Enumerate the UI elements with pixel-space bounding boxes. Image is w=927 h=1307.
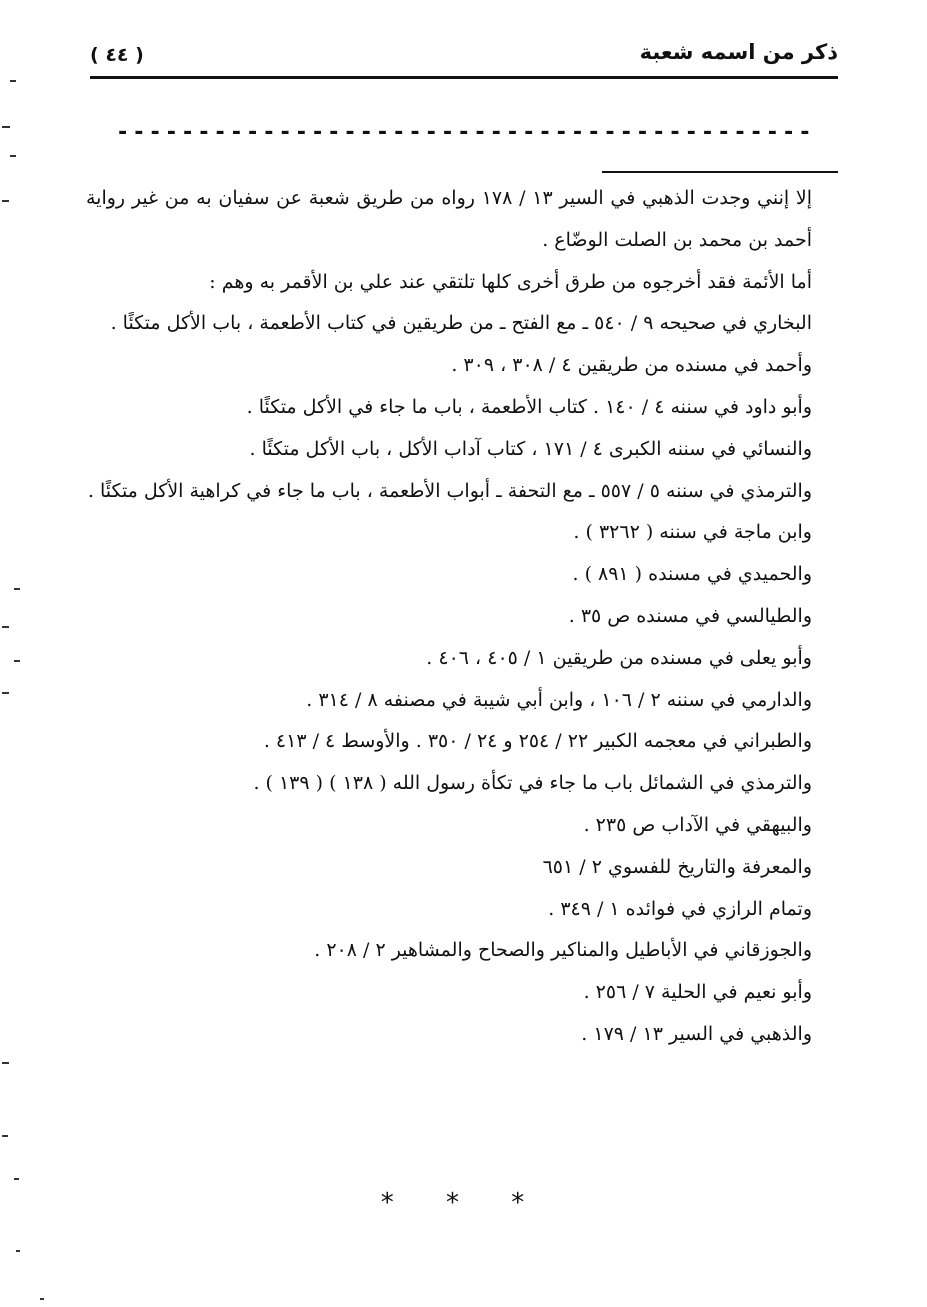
chapter-title: ذكر من اسمه شعبة: [639, 40, 838, 64]
scan-speck: [10, 155, 16, 157]
scan-speck: [2, 200, 9, 202]
scan-speck: [14, 660, 20, 662]
scan-speck: [2, 126, 10, 128]
scan-speck: [14, 1178, 19, 1180]
scan-speck: [14, 588, 20, 590]
scan-speck: [2, 1062, 9, 1064]
header-rule: [90, 76, 838, 79]
section-end-ornament: * * *: [380, 1188, 547, 1218]
scan-speck: [16, 1250, 20, 1252]
paragraph: إلا إنني وجدت الذهبي في السير ١٣ / ١٧٨ رواه من طريق شعبة عن سفيان به من غير رواية أحمد بن محمد بن الصلت الوضّاع .: [86, 187, 813, 251]
paragraph: البخاري في صحيحه ٩ / ٥٤٠ ـ مع الفتح ـ من طريقين في كتاب الأطعمة ، باب الأكل متكئًا .: [110, 312, 812, 335]
paragraph: أما الأئمة فقد أخرجوه من طرق أخرى كلها تلتقي عند علي بن الأقمر به وهم :: [209, 270, 812, 293]
footnote-rule: [602, 171, 838, 173]
page-number: ( ٤٤ ): [90, 44, 144, 66]
paragraph: وابن ماجة في سننه ( ٣٢٦٢ ) .: [573, 521, 812, 544]
scan-speck: [2, 1135, 8, 1137]
paragraph: والترمذي في الشمائل باب ما جاء في تكأة رسول الله ( ١٣٨ ) ( ١٣٩ ) .: [253, 772, 812, 795]
paragraph: والترمذي في سننه ٥ / ٥٥٧ ـ مع التحفة ـ أبواب الأطعمة ، باب ما جاء في كراهية الأكل متكئًا .: [87, 479, 812, 502]
paragraph: والطيالسي في مسنده ص ٣٥ .: [568, 604, 812, 627]
scan-speck: [2, 626, 9, 628]
dashed-separator: -------------------------------------------: [116, 120, 815, 145]
paragraph: وتمام الرازي في فوائده ١ / ٣٤٩ .: [548, 897, 812, 920]
scan-speck: [10, 80, 16, 82]
paragraph: والدارمي في سننه ٢ / ١٠٦ ، وابن أبي شيبة في مصنفه ٨ / ٣١٤ .: [306, 688, 812, 711]
paragraph: وأبو نعيم في الحلية ٧ / ٢٥٦ .: [583, 981, 812, 1004]
paragraph: وأبو داود في سننه ٤ / ١٤٠ . كتاب الأطعمة ، باب ما جاء في الأكل متكئًا .: [246, 395, 812, 418]
running-header: [90, 36, 838, 76]
body-text: [86, 178, 812, 1056]
paragraph: والبيهقي في الآداب ص ٢٣٥ .: [583, 813, 812, 836]
paragraph: والذهبي في السير ١٣ / ١٧٩ .: [581, 1022, 812, 1045]
paragraph: والنسائي في سننه الكبرى ٤ / ١٧١ ، كتاب آداب الأكل ، باب الأكل متكئًا .: [249, 437, 812, 460]
paragraph: والطبراني في معجمه الكبير ٢٢ / ٢٥٤ و ٢٤ / ٣٥٠ . والأوسط ٤ / ٤١٣ .: [263, 730, 812, 753]
scan-speck: [2, 692, 9, 694]
scan-speck: [40, 1298, 44, 1300]
paragraph: وأحمد في مسنده من طريقين ٤ / ٣٠٨ ، ٣٠٩ .: [451, 354, 812, 377]
paragraph: وأبو يعلى في مسنده من طريقين ١ / ٤٠٥ ، ٤٠٦ .: [426, 646, 812, 669]
paragraph: والجوزقاني في الأباطيل والمناكير والصحاح والمشاهير ٢ / ٢٠٨ .: [314, 939, 812, 962]
paragraph: والمعرفة والتاريخ للفسوي ٢ / ٦٥١: [542, 855, 812, 878]
paragraph: والحميدي في مسنده ( ٨٩١ ) .: [572, 563, 812, 586]
